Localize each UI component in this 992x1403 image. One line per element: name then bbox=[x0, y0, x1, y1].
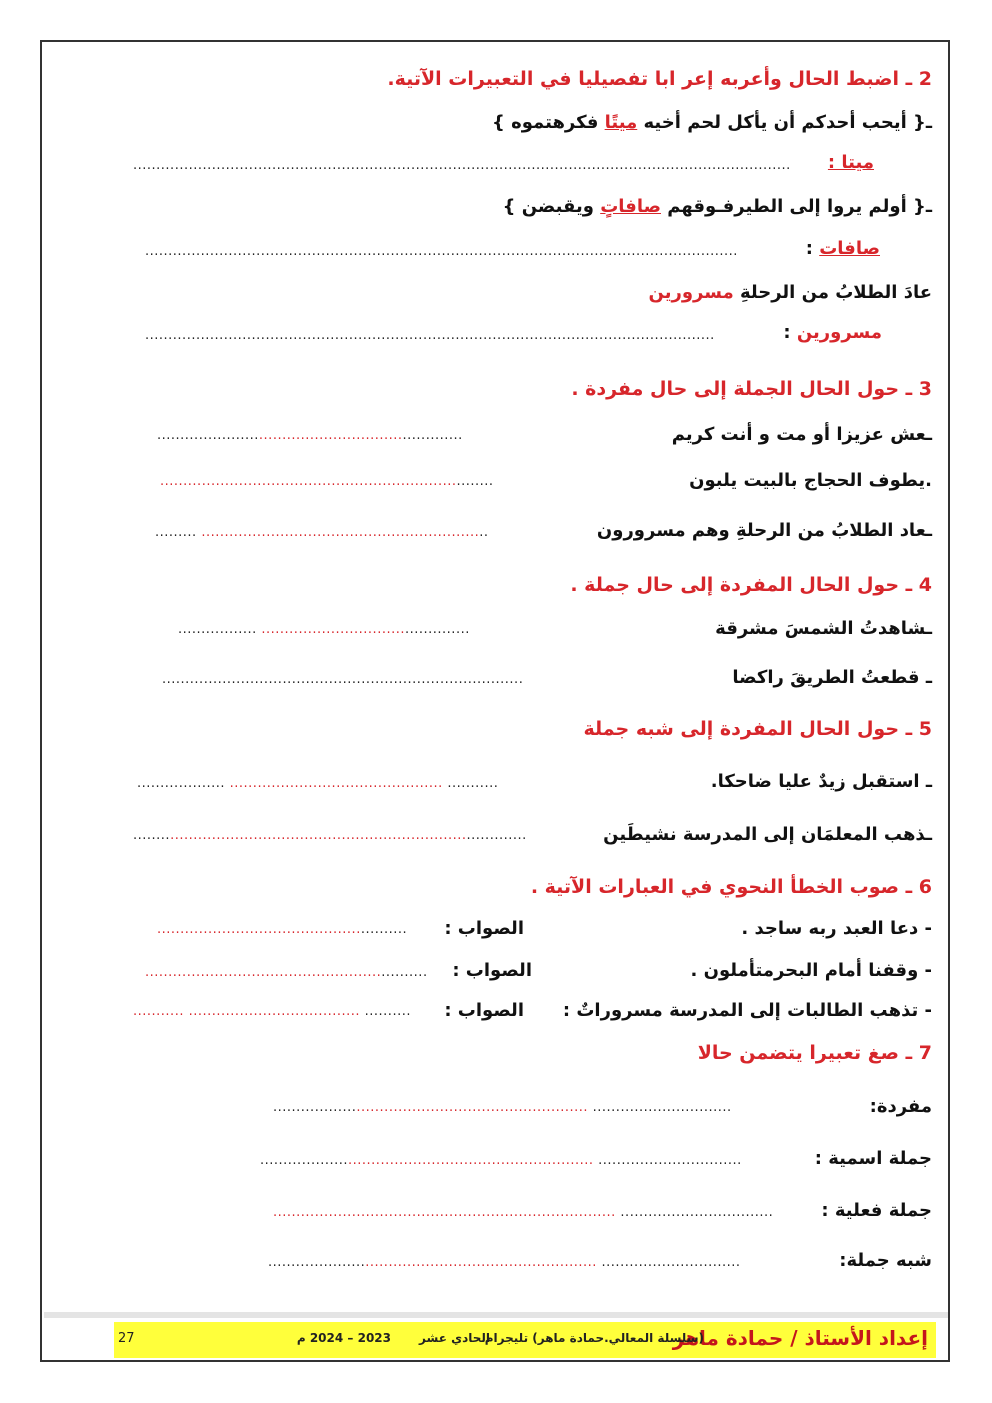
q2-item-3-highlight: مسرورين bbox=[648, 282, 734, 303]
q3-item-3: ـعاد الطلابُ من الرحلةِ وهم مسرورون bbox=[596, 520, 932, 541]
q6-correct-label-3: الصواب : bbox=[444, 1000, 524, 1021]
q5-item-2: ـذهب المعلمَان إلى المدرسة نشيطَين bbox=[603, 824, 932, 845]
q4-heading: 4 ـ حول الحال المفردة إلى حال جملة . bbox=[570, 574, 932, 596]
q2-answer-2-field[interactable]: ................................................................................................................................ bbox=[145, 244, 738, 259]
q7-item-1: مفردة: bbox=[869, 1096, 932, 1117]
footer-telegram: (سلسلة المعالي.حمادة ماهر) تليجرام bbox=[484, 1331, 704, 1345]
q2-item-3-text: عادَ الطلابُ من الرحلةِ bbox=[733, 282, 932, 303]
q6-answer-3-field[interactable]: ........... ..................................... .......... bbox=[133, 1004, 411, 1019]
q2-item-2-suffix: ويقبضن } bbox=[502, 196, 601, 217]
q5-answer-2-field[interactable]: ..................................................................................... bbox=[133, 828, 527, 843]
q2-heading: 2 ـ اضبط الحال وأعربه إعر ابا تفصيليا في التعبيرات الآتية. bbox=[387, 68, 932, 90]
q4-item-1: ـشاهدتُ الشمسَ مشرقة bbox=[715, 618, 932, 639]
q7-heading: 7 ـ صغ تعبيرا يتضمن حالا bbox=[697, 1042, 932, 1064]
q7-item-4: شبه جملة: bbox=[839, 1250, 932, 1271]
q2-item-1 bbox=[492, 112, 932, 133]
q7-item-2: جملة اسمية : bbox=[814, 1148, 932, 1169]
q4-answer-1-field[interactable]: ................. ............................................. bbox=[178, 622, 470, 637]
q2-answer-3-field[interactable]: ........................................................................................................................... bbox=[145, 328, 715, 343]
q6-item-2: - وقفنا أمام البحرمتأملون . bbox=[690, 960, 932, 981]
q7-answer-1-field[interactable]: .................................................................... .............................. bbox=[273, 1100, 732, 1115]
footer-grade: الحادي عشر bbox=[419, 1331, 490, 1345]
q2-item-3 bbox=[649, 282, 932, 303]
q2-answer-1-field[interactable]: .............................................................................................................................................. bbox=[133, 158, 791, 173]
q2-item-1-text: ـ{ أيحب أحدكم أن يأكل لحم أخيه bbox=[637, 112, 932, 133]
q3-item-2: .يطوف الحجاج بالبيت يلبون bbox=[689, 470, 932, 491]
footer-author: إعداد الأستاذ / حمادة ماهر bbox=[672, 1326, 928, 1350]
q6-correct-label-1: الصواب : bbox=[444, 918, 524, 939]
q2-item-2 bbox=[503, 196, 932, 217]
q2-answer-3-word: مسرورين bbox=[796, 322, 882, 343]
q2-answer-3-label bbox=[783, 322, 882, 343]
q3-answer-1-field[interactable]: .................................................................. bbox=[157, 428, 463, 443]
q4-item-2: ـ قطعتُ الطريقَ راكضا bbox=[732, 667, 932, 688]
q2-item-1-highlight: ميتًا bbox=[604, 112, 638, 133]
q6-correct-label-2: الصواب : bbox=[452, 960, 532, 981]
q2-answer-2-label bbox=[806, 238, 880, 259]
q2-answer-2-colon: : bbox=[805, 238, 820, 259]
q3-item-1: ـعش عزيزا أو مت و أنت كريم bbox=[671, 424, 932, 445]
q5-heading: 5 ـ حول الحال المفردة إلى شبه جملة bbox=[583, 718, 932, 740]
q3-answer-2-field[interactable]: ........................................................................ bbox=[160, 474, 494, 489]
footer-divider bbox=[44, 1312, 948, 1318]
q6-heading: 6 ـ صوب الخطأ النحوي في العبارات الآتية . bbox=[530, 876, 932, 898]
q6-item-1: - دعا العبد ربه ساجد . bbox=[741, 918, 932, 939]
q2-answer-1-label: ميتا : bbox=[827, 152, 874, 173]
q2-item-2-text: ـ{ أولم يروا إلى الطيرفـوقهم bbox=[660, 196, 932, 217]
q7-item-3: جملة فعلية : bbox=[821, 1200, 932, 1221]
q3-heading: 3 ـ حول الحال الجملة إلى حال مفردة . bbox=[571, 378, 932, 400]
q6-answer-2-field[interactable]: ............................................................. bbox=[145, 965, 428, 980]
page-number: 27 bbox=[118, 1331, 135, 1346]
q6-item-3: - تذهب الطالبات إلى المدرسة مسروراتٌ : bbox=[562, 1000, 932, 1021]
q4-answer-2-field[interactable]: .............................................................................. bbox=[162, 672, 524, 687]
q3-answer-3-field[interactable]: ......... .............................................................. bbox=[155, 525, 489, 540]
q2-item-2-highlight: صافاتٍ bbox=[600, 196, 661, 217]
q6-answer-1-field[interactable]: ...................................................... bbox=[157, 922, 408, 937]
footer-banner bbox=[114, 1322, 936, 1358]
q7-answer-2-field[interactable]: ........................................................................ ............................... bbox=[260, 1153, 742, 1168]
q2-answer-2-word: صافات bbox=[819, 238, 880, 259]
footer-year: 2023 – 2024 م bbox=[296, 1331, 391, 1345]
q7-answer-4-field[interactable]: ....................................................................... .............................. bbox=[268, 1255, 741, 1270]
q2-answer-3-colon: : bbox=[783, 322, 797, 343]
q2-item-1-suffix: فكرهتموه } bbox=[492, 112, 605, 133]
q5-answer-1-field[interactable]: ................... .............................................. ........... bbox=[137, 776, 499, 791]
q7-answer-3-field[interactable]: .......................................................................... ................................. bbox=[273, 1205, 774, 1220]
q5-item-1: ـ استقبل زيدٌ عليا ضاحكا. bbox=[710, 771, 932, 792]
